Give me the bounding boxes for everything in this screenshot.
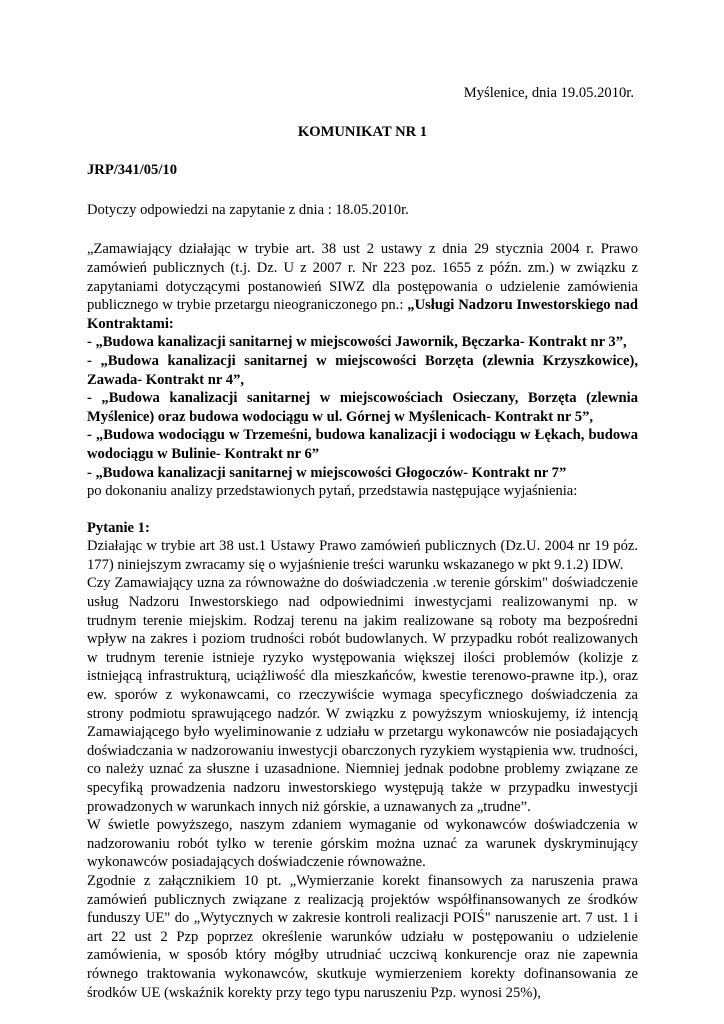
question-heading: Pytanie 1: (87, 519, 150, 536)
contract-item: - „Budowa kanalizacji sanitarnej w miejscowościach Osieczany, Borzęta (zlewnia Myślenice) oraz budowa wodociągu w ul. Górnej w Myślenicach- Kontrakt nr 5”, (87, 390, 638, 425)
question-paragraph: W świetle powyższego, naszym zdaniem wymaganie od wykonawców doświadczenia w nadzorowaniu robót tylko w terenie górskim można uznać za warunek dyskryminujący wykonawców posiadających doświadczenie równoważne. (87, 817, 638, 871)
intro-block (87, 240, 638, 500)
question-block (87, 519, 638, 1002)
contract-item: - „Budowa kanalizacji sanitarnej w miejscowości Głogoczów- Kontrakt nr 7” (87, 464, 567, 481)
service-title: „Usługi Nadzoru Inwestorskiego nad Kontraktami: (87, 297, 638, 332)
question-paragraph: Zgodnie z załącznikiem 10 pt. „Wymierzanie korekt finansowych za naruszenia prawa zamówień publicznych związane z realizacją projektów współfinansowanych ze środków funduszy UE" do „Wytycznych w zakresie kontroli realizacji POIŚ" naruszenie art. 7 ust. 1 i art 22 ust 2 Pzp poprzez określenie warunków udziału w postępowaniu o udzielenie zamówienia, w sposób który mógłby utrudniać uczciwą konkurencje oraz nie zapewnia równego traktowania wykonawców, skutkuje wymierzeniem korekty dofinansowania ze środków UE (wskaźnik korekty przy tego typu naruszeniu Pzp. wynosi 25%), (87, 872, 638, 1001)
intro-paragraph (87, 240, 638, 333)
subject-line: Dotyczy odpowiedzi na zapytanie z dnia : 18.05.2010r. (87, 201, 409, 218)
contract-item: - „Budowa kanalizacji sanitarnej w miejscowości Borzęta (zlewnia Krzyszkowice), Zawada- Kontrakt nr 4”, (87, 352, 638, 388)
intro-text: „Zamawiający działając w trybie art. 38 ust 2 ustawy z dnia 29 stycznia 2004 r. Prawo zamówień publicznych (t.j. Dz. U z 2007 r. Nr 223 poz. 1655 z późn. zm.) w związku z zapytaniami dotyczącymi postanowień SIWZ dla postępowania o udzielenie zamówienia publicznego w trybie przetargu nieograniczonego pn.: (87, 241, 638, 314)
document-title: KOMUNIKAT NR 1 (297, 123, 428, 140)
date-line: Myślenice, dnia 19.05.2010r. (463, 85, 634, 101)
contract-item: - „Budowa kanalizacji sanitarnej w miejscowości Jawornik, Bęczarka- Kontrakt nr 3”, (87, 334, 627, 351)
contract-item: - „Budowa wodociągu w Trzemeśni, budowa kanalizacji i wodociągu w Łękach, budowa wodociągu w Bulinie- Kontrakt nr 6” (87, 427, 638, 462)
reference-number: JRP/341/05/10 (87, 162, 177, 179)
question-paragraph: Czy Zamawiający uzna za równoważne do doświadczenia .w terenie górskim" doświadczenie usług Nadzoru Inwestorskiego nad odpowiednimi inwestycjami realizowanymi np. w trudnym terenie miejskim. Rodzaj terenu na jakim realizowane są roboty ma bezpośredni wpływ na zakres i poziom trudności robót budowlanych. W przypadku robót realizowanych w trudnym terenie istnieje ryzyko występowania większej ilości problemów (kolizje z istniejącą infrastrukturą, uciążliwość dla mieszkańców, kwestie terenowo-prawne itp.), oraz ew. sporów z wykonawcami, co rzeczywiście wymaga specyficznego doświadczenia za strony podmiotu sprawującego nadzór. W związku z powyższym wnioskujemy, iż intencją Zamawiającego było wyeliminowanie z udziału w przetargu wykonawców nie posiadających doświadczania w nadzorowaniu inwestycji obarczonych ryzykiem wystąpienia ww. trudności, co należy uznać za słuszne i uzasadnione. Niemniej jednak podobne problemy związane ze specyfiką prowadzenia nadzoru inwestorskiego występują także w przypadku inwestycji prowadzonych w warunkach innych niż górskie, a uznawanych za „trudne”. (87, 575, 638, 815)
intro-closing: po dokonaniu analizy przedstawionych pytań, przedstawia następujące wyjaśnienia: (87, 483, 578, 500)
question-paragraph: Działając w trybie art 38 ust.1 Ustawy Prawo zamówień publicznych (Dz.U. 2004 nr 19 póz. 177) niniejszym zwracamy się o wyjaśnienie treści warunku wskazanego w pkt 9.1.2) IDW. (87, 538, 638, 573)
